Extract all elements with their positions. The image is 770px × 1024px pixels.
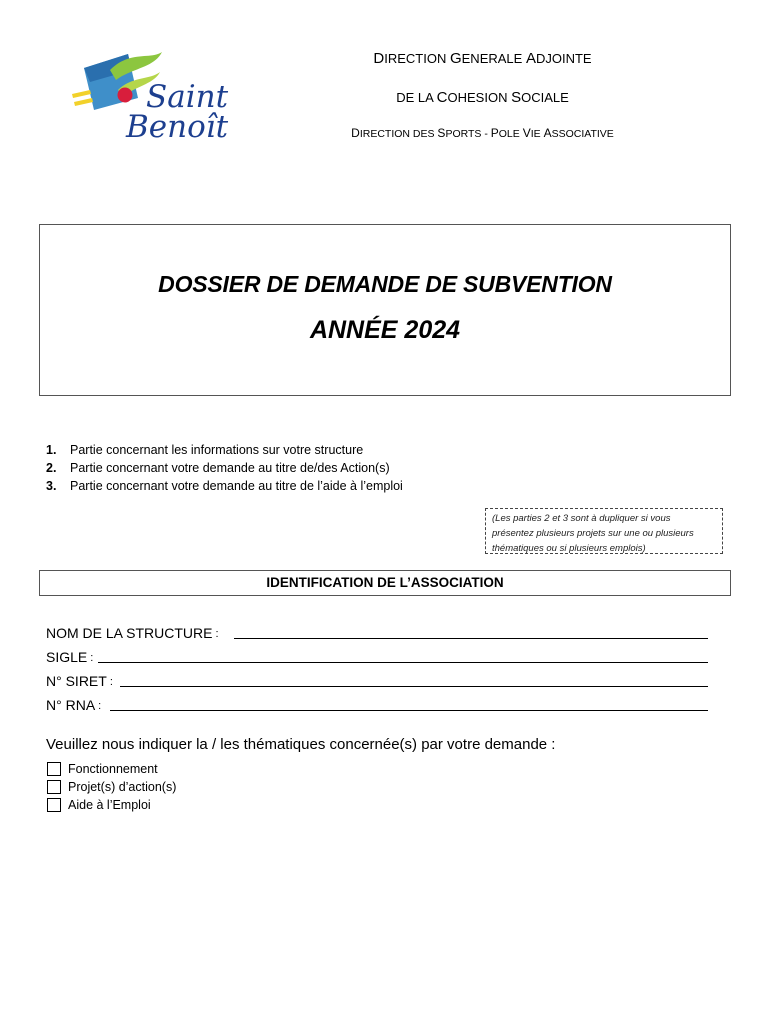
field-colon: : (215, 628, 219, 640)
field-colon: : (90, 652, 94, 664)
structure-name-field[interactable] (46, 621, 708, 641)
note-box (485, 508, 723, 554)
structure-name-input-line[interactable] (234, 638, 708, 639)
logo-text-line1: Saint (146, 79, 229, 115)
title-box (39, 224, 731, 396)
header-small: ENERALE (461, 51, 526, 66)
identification-heading: IDENTIFICATION DE L’ASSOCIATION (39, 570, 731, 596)
note-line: (Les parties 2 et 3 sont à dupliquer si vous (492, 513, 671, 524)
option-projets-actions[interactable] (47, 778, 176, 795)
rna-field[interactable] (46, 693, 708, 713)
header-cap: A (543, 126, 552, 140)
parts-list (46, 441, 403, 495)
siret-field[interactable] (46, 669, 708, 689)
header-line-3 (325, 126, 640, 140)
field-colon: : (98, 700, 102, 712)
header-small: DJOINTE (535, 51, 592, 66)
checkbox-label: Fonctionnement (68, 761, 158, 776)
option-fonctionnement[interactable] (47, 760, 158, 777)
header-small: DE LA (396, 90, 437, 105)
field-label: SIGLE (46, 649, 88, 665)
header-cap: S (437, 126, 446, 140)
checkbox-label: Aide à l’Emploi (68, 797, 151, 812)
checkbox[interactable] (47, 780, 61, 794)
checkbox[interactable] (47, 762, 61, 776)
logo-red-ball (118, 88, 133, 103)
list-item-text: Partie concernant les informations sur votre structure (70, 443, 364, 457)
list-item-text: Partie concernant votre demande au titre de/des Action(s) (70, 461, 390, 475)
list-item (46, 441, 403, 459)
header-small: SSOCIATIVE (551, 128, 614, 140)
saint-benoit-logo (70, 50, 240, 145)
header-small: IE (530, 128, 544, 140)
checkbox[interactable] (47, 798, 61, 812)
header-cap: D (373, 50, 385, 67)
header-cap: P (490, 126, 499, 140)
siret-input-line[interactable] (120, 686, 708, 687)
rna-input-line[interactable] (110, 710, 708, 711)
document-year: ANNÉE 2024 (309, 316, 461, 344)
list-item-number: 1. (46, 443, 57, 457)
list-item-number: 3. (46, 479, 57, 493)
header-cap: S (511, 89, 522, 106)
checkbox-label: Projet(s) d’action(s) (68, 779, 177, 794)
header-cap: G (449, 50, 462, 67)
thematics-question: Veuillez nous indiquer la / les thématiques concernée(s) par votre demande : (46, 736, 556, 753)
header-cap: A (525, 50, 536, 67)
document-title: DOSSIER DE DEMANDE DE SUBVENTION (158, 271, 612, 297)
logo-yellow-stroke-2 (74, 98, 93, 106)
logo-text-line2: Benoît (126, 109, 229, 145)
sigle-field[interactable] (46, 645, 708, 665)
header-cap: D (351, 126, 360, 140)
note-line: thématiques ou si plusieurs emplois) (492, 543, 646, 554)
header-small: PORTS - (445, 128, 491, 140)
field-label: N° SIRET (46, 673, 107, 689)
option-aide-emploi[interactable] (47, 796, 151, 813)
field-label: NOM DE LA STRUCTURE (46, 625, 213, 641)
header-small: OHESION (447, 90, 512, 105)
header-line-2 (340, 89, 625, 106)
logo-yellow-stroke-1 (72, 90, 91, 98)
list-item-number: 2. (46, 461, 57, 475)
header-small: OCIALE (521, 90, 569, 105)
sigle-input-line[interactable] (98, 662, 708, 663)
header-small: OLE (498, 128, 523, 140)
field-label: N° RNA (46, 697, 96, 713)
header-cap: C (436, 89, 448, 106)
list-item (46, 459, 403, 477)
list-item-text: Partie concernant votre demande au titre de l’aide à l’emploi (70, 479, 403, 493)
field-colon: : (109, 676, 113, 688)
header-cap: V (522, 126, 531, 140)
header-line-1 (340, 50, 625, 67)
note-line: présentez plusieurs projets sur une ou plusieurs (492, 528, 694, 539)
list-item (46, 477, 403, 495)
header-small: IRECTION (384, 51, 450, 66)
header-small: IRECTION DES (359, 128, 438, 140)
